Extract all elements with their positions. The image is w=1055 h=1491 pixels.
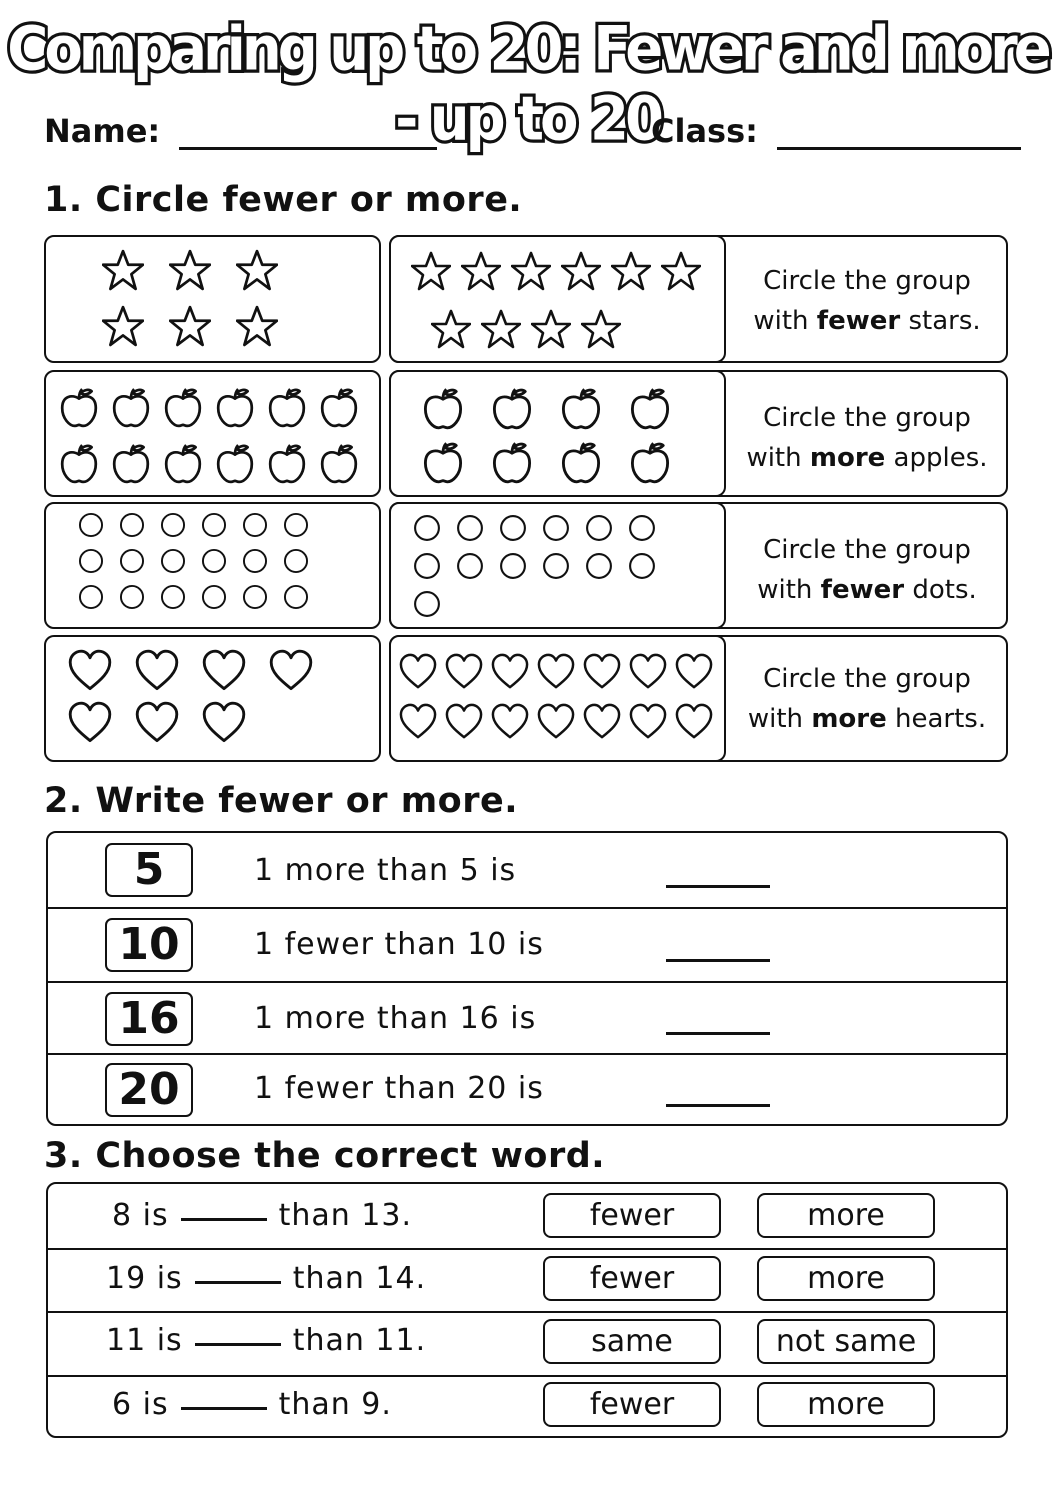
s1-row [44,235,1008,363]
s1-row [44,370,1008,497]
section2-heading: 2. Write fewer or more. [44,781,519,821]
heart-icon [445,653,483,695]
apple-icon [559,386,603,434]
dot-icon [283,512,309,542]
instruction-text: Circle the group with more apples. [746,403,988,473]
option-fewer[interactable]: fewer [543,1193,721,1238]
apple-icon [58,442,100,488]
heart-icon [68,701,112,749]
group-left[interactable] [44,635,381,762]
star-icon [661,251,701,295]
heart-icon [629,703,667,745]
apple-icon [628,386,672,434]
dot-icon [242,512,268,542]
heart-icon [399,703,437,745]
answer-blank[interactable] [666,1104,770,1107]
heart-icon [202,649,246,697]
dot-icon [456,552,484,584]
table-row [48,833,1006,907]
worksheet-title: Comparing up to 20: Fewer and more - up to 20 [7,14,1048,155]
answer-blank[interactable] [195,1343,281,1346]
star-icon [169,305,211,351]
group-right[interactable] [389,370,726,497]
dot-icon [78,548,104,578]
option-fewer[interactable]: fewer [543,1382,721,1427]
dot-icon [119,584,145,614]
option-not-same[interactable]: not same [757,1319,935,1364]
dot-icon [283,548,309,578]
instruction-text: Circle the group with fewer stars. [753,266,981,336]
dot-icon [160,548,186,578]
dot-icon [201,548,227,578]
dot-icon [78,584,104,614]
heart-icon [135,701,179,749]
dot-icon [413,514,441,546]
apple-icon [162,442,204,488]
dot-icon [242,548,268,578]
apple-icon [110,386,152,432]
option-more[interactable]: more [757,1256,935,1301]
star-icon [481,309,521,353]
star-icon [102,249,144,295]
star-icon [411,251,451,295]
choose-word-table [46,1182,1008,1438]
dot-icon [499,514,527,546]
apple-icon [266,442,308,488]
dot-icon [456,514,484,546]
question-text: 8 is than 13. [112,1198,413,1233]
heart-icon [537,653,575,695]
dot-icon [413,590,441,622]
option-more[interactable]: more [757,1382,935,1427]
group-right[interactable] [389,635,726,762]
dot-icon [283,584,309,614]
answer-blank[interactable] [181,1218,267,1221]
dot-icon [119,548,145,578]
star-icon [531,309,571,353]
star-icon [236,305,278,351]
question-text: 1 fewer than 20 is [254,1071,544,1106]
name-line[interactable] [179,147,437,150]
heart-icon [202,701,246,749]
apple-icon [318,442,360,488]
name-label: Name: [44,112,161,150]
dot-icon [542,514,570,546]
heart-icon [629,653,667,695]
star-icon [102,305,144,351]
apple-icon [628,440,672,488]
heart-icon [399,653,437,695]
dot-icon [585,514,613,546]
table-row [48,1184,1006,1248]
name-field[interactable] [44,112,437,150]
star-icon [581,309,621,353]
s1-row [44,635,1008,762]
class-label: Class: [651,112,758,150]
group-left[interactable] [44,235,381,363]
section3-heading: 3. Choose the correct word. [44,1136,606,1176]
dot-icon [78,512,104,542]
dot-icon [542,552,570,584]
heart-icon [537,703,575,745]
apple-icon [266,386,308,432]
apple-icon [559,440,603,488]
question-text: 1 fewer than 10 is [254,927,544,962]
star-icon [236,249,278,295]
apple-icon [214,442,256,488]
apple-icon [490,440,534,488]
class-field[interactable] [651,112,1021,150]
heart-icon [583,703,621,745]
number-box: 20 [105,1063,193,1117]
question-text: 19 is than 14. [106,1261,427,1296]
group-right[interactable] [389,502,726,629]
apple-icon [162,386,204,432]
star-icon [431,309,471,353]
dot-icon [628,514,656,546]
star-icon [611,251,651,295]
heart-icon [583,653,621,695]
answer-blank[interactable] [181,1407,267,1410]
heart-icon [135,649,179,697]
table-row [48,1377,1006,1437]
apple-icon [318,386,360,432]
heart-icon [68,649,112,697]
table-row [48,983,1006,1053]
instruction-text: Circle the group with fewer dots. [757,535,977,605]
answer-blank[interactable] [666,885,770,888]
table-row [48,909,1006,981]
dot-icon [242,584,268,614]
heart-icon [445,703,483,745]
write-fewer-more-table [46,831,1008,1126]
heart-icon [675,653,713,695]
instruction-text: Circle the group with more hearts. [747,664,987,734]
answer-blank[interactable] [666,1032,770,1035]
option-same[interactable]: same [543,1319,721,1364]
apple-icon [421,386,465,434]
dot-icon [160,584,186,614]
table-row [48,1313,1006,1375]
number-box: 16 [105,992,193,1046]
dot-icon [201,584,227,614]
option-fewer[interactable]: fewer [543,1256,721,1301]
answer-blank[interactable] [195,1281,281,1284]
number-box: 10 [105,918,193,972]
star-icon [169,249,211,295]
apple-icon [110,442,152,488]
section1-heading: 1. Circle fewer or more. [44,180,523,220]
heart-icon [269,649,313,697]
heart-icon [491,653,529,695]
heart-icon [491,703,529,745]
answer-blank[interactable] [666,959,770,962]
dot-icon [413,552,441,584]
question-text: 1 more than 16 is [254,1001,537,1036]
option-more[interactable]: more [757,1193,935,1238]
number-box: 5 [105,843,193,897]
apple-icon [214,386,256,432]
dot-icon [119,512,145,542]
dot-icon [585,552,613,584]
question-text: 1 more than 5 is [254,853,517,888]
apple-icon [58,386,100,432]
group-left[interactable] [44,502,381,629]
class-line[interactable] [777,147,1021,150]
dot-icon [628,552,656,584]
table-row [48,1250,1006,1311]
table-row [48,1055,1006,1125]
group-left[interactable] [44,370,381,497]
group-right[interactable] [389,235,726,363]
apple-icon [490,386,534,434]
dot-icon [499,552,527,584]
star-icon [561,251,601,295]
heart-icon [675,703,713,745]
apple-icon [421,440,465,488]
star-icon [511,251,551,295]
question-text: 6 is than 9. [112,1387,392,1422]
dot-icon [201,512,227,542]
dot-icon [160,512,186,542]
star-icon [461,251,501,295]
question-text: 11 is than 11. [106,1323,427,1358]
s1-row [44,502,1008,629]
